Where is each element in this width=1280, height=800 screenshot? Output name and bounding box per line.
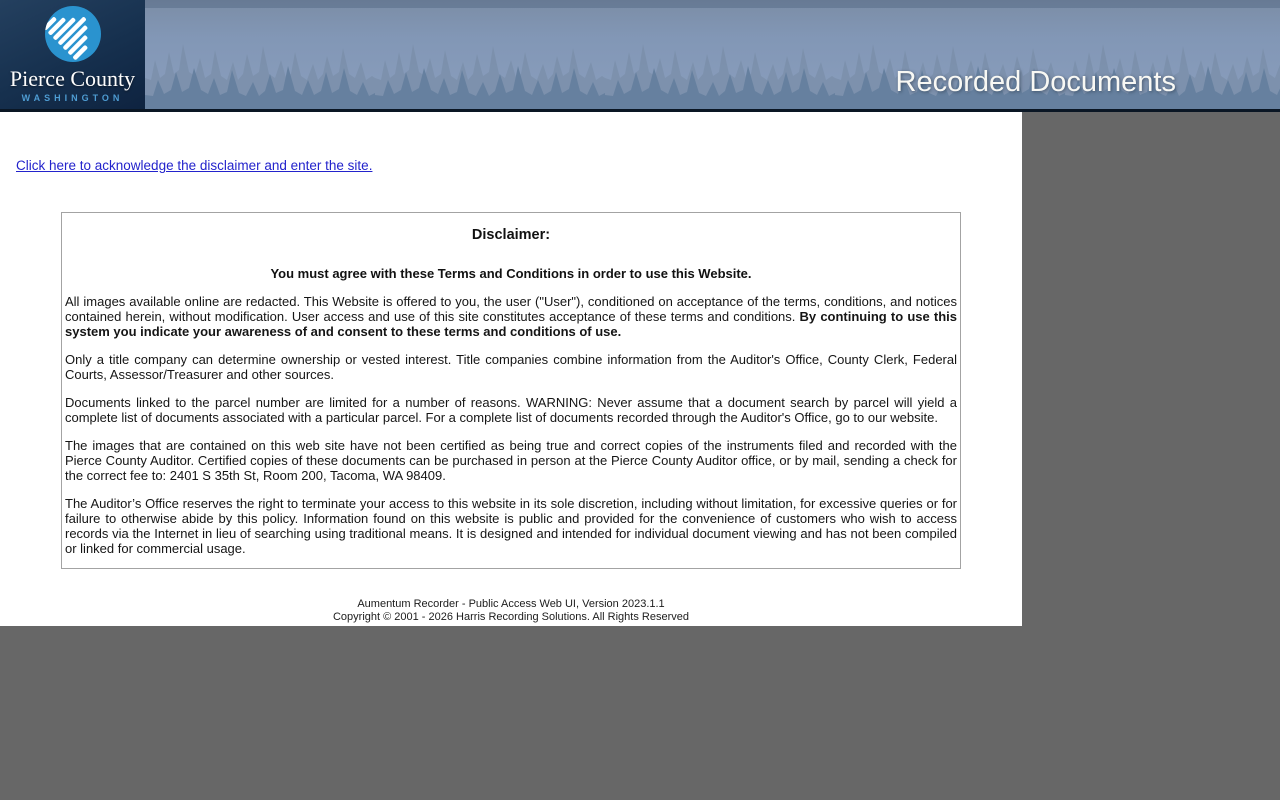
disclaimer-paragraph-5: The Auditor’s Office reserves the right to terminate your access to this website in its sole discretion, including without limitation, for excessive queries or for failure to otherwise abide by this policy. Information found on this website is public and provided for the convenience of customers who wish to access records via the Internet in lieu of searching using traditional means. It is designed and intended for individual document viewing and has not been compiled or linked for commercial usage. — [65, 496, 957, 556]
app-version-footer — [0, 598, 1022, 623]
disclaimer-paragraph-3: Documents linked to the parcel number are limited for a number of reasons. WARNING: Never assume that a document search by parcel will yield a complete list of documents associated with a particular parcel. For a complete list of documents recorded through the Auditor's Office, go to our website. — [65, 395, 957, 425]
disclaimer-paragraph-1-text: All images available online are redacted. This Website is offered to you, the user ("User"), conditioned on acceptance of the terms, conditions, and notices contained herein, without modification. User access and use of this site constitutes acceptance of these terms and conditions. — [65, 294, 957, 324]
disclaimer-box — [61, 212, 961, 569]
disclaimer-paragraph-1 — [65, 294, 957, 339]
disclaimer-paragraph-4: The images that are contained on this web site have not been certified as being true and correct copies of the instruments filed and recorded with the Pierce County Auditor. Certified copies of these documents can be purchased in person at the Pierce County Auditor office, or by mail, sending a check for the correct fee to: 2401 S 35th St, Room 200, Tacoma, WA 98409. — [65, 438, 957, 483]
acknowledge-disclaimer-link[interactable]: Click here to acknowledge the disclaimer and enter the site. — [16, 158, 373, 173]
page-title: Recorded Documents — [895, 66, 1176, 98]
disclaimer-title: Disclaimer: — [471, 227, 551, 243]
logo-county-name: Pierce County — [9, 66, 136, 91]
content-pane — [0, 112, 1022, 626]
pierce-county-logo-icon — [0, 5, 145, 70]
footer-copyright-line: Copyright © 2001 - 2026 Harris Recording Solutions. All Rights Reserved — [332, 610, 689, 623]
logo-state-name: WASHINGTON — [21, 93, 124, 103]
pierce-county-logo — [0, 0, 145, 109]
disclaimer-subtitle: You must agree with these Terms and Conditions in order to use this Website. — [270, 266, 752, 281]
header-banner — [0, 0, 1280, 112]
footer-version-line: Aumentum Recorder - Public Access Web UI, Version 2023.1.1 — [357, 598, 665, 610]
disclaimer-paragraph-1-bold: By continuing to use this system you indicate your awareness of and consent to these terms and conditions of use. — [65, 309, 957, 339]
disclaimer-paragraph-2: Only a title company can determine ownership or vested interest. Title companies combine information from the Auditor's Office, County Clerk, Federal Courts, Assessor/Treasurer and other sources. — [65, 352, 957, 382]
